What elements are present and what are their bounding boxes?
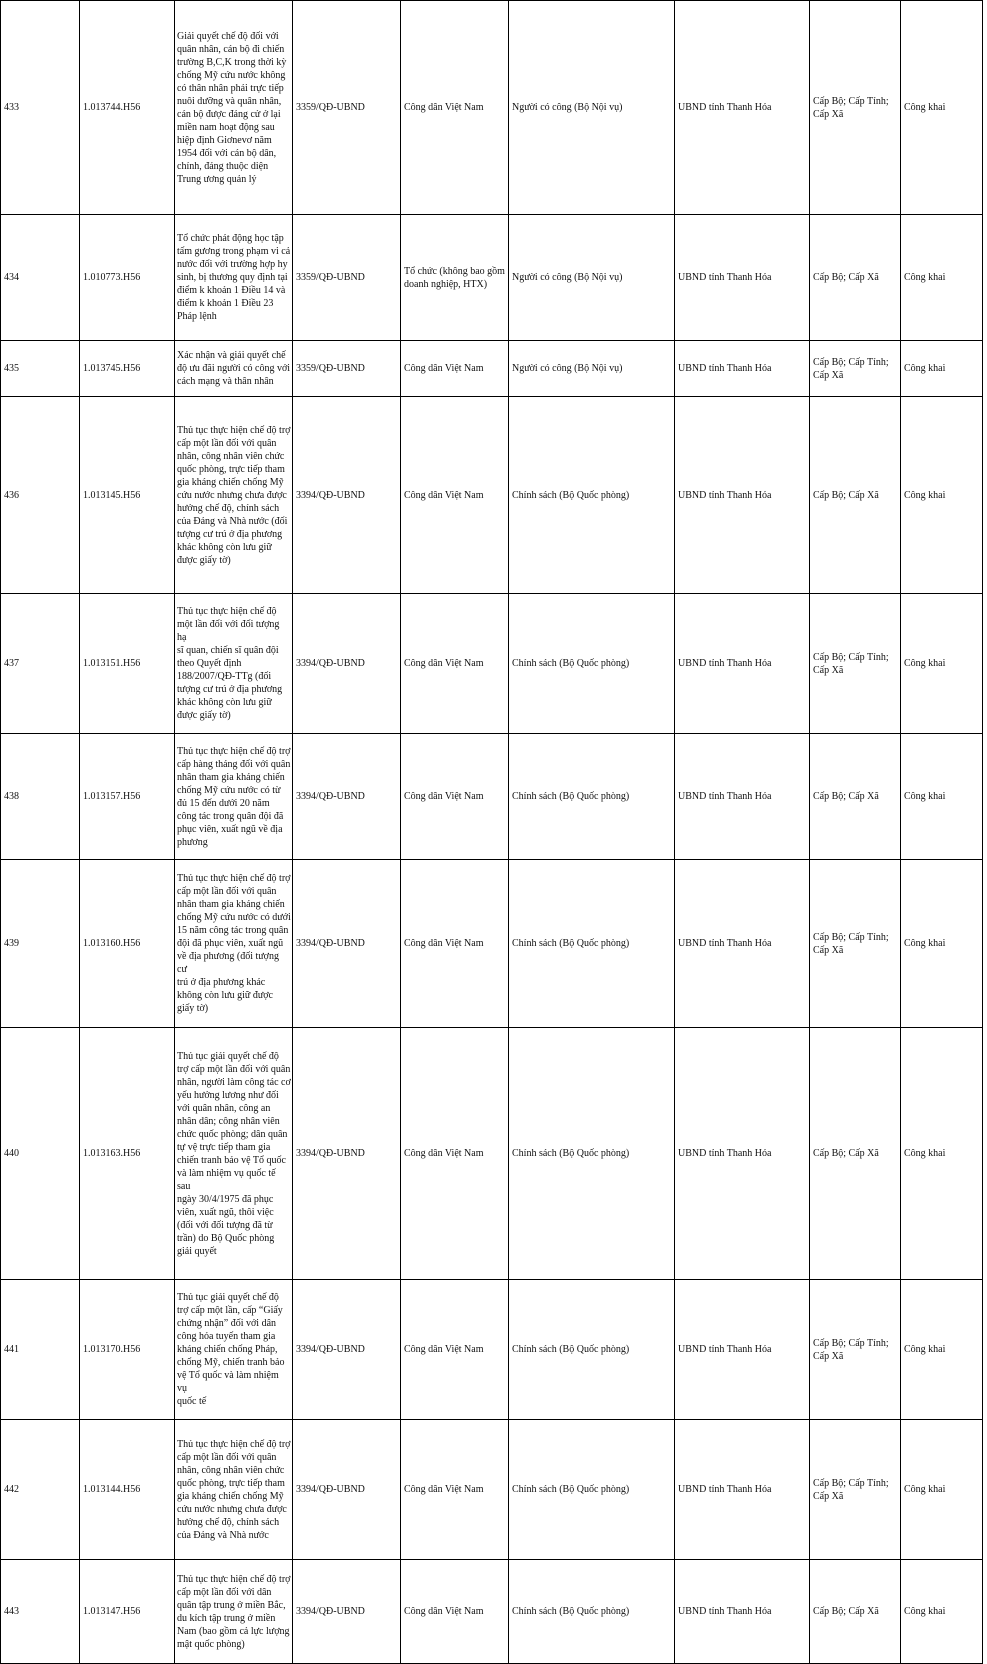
- cell-procedure-code: 1.013157.H56: [80, 734, 175, 860]
- cell-decision-number: 3394/QĐ-UBND: [293, 1280, 401, 1420]
- cell-decision-number: 3359/QĐ-UBND: [293, 1, 401, 215]
- procedure-name-text: Thủ tục thực hiện chế độ một lần đối với đối tượng hạ sĩ quan, chiến sĩ quân đội theo Quyết định 188/2007/QĐ-TTg (đối tượng cư trú ở địa phương khác không còn lưu giữ được giấy tờ): [177, 606, 283, 721]
- cell-level: Cấp Bộ; Cấp Tỉnh; Cấp Xã: [810, 860, 901, 1028]
- cell-procedure-code: 1.013145.H56: [80, 397, 175, 594]
- cell-level: Cấp Bộ; Cấp Tỉnh; Cấp Xã: [810, 1280, 901, 1420]
- cell-procedure-name: [175, 1420, 293, 1560]
- cell-status: Công khai: [901, 860, 983, 1028]
- cell-subject: Công dân Việt Nam: [401, 860, 509, 1028]
- cell-status: Công khai: [901, 215, 983, 341]
- cell-agency: UBND tỉnh Thanh Hóa: [675, 341, 810, 397]
- cell-agency: UBND tỉnh Thanh Hóa: [675, 1, 810, 215]
- cell-agency: UBND tỉnh Thanh Hóa: [675, 1420, 810, 1560]
- cell-agency: UBND tỉnh Thanh Hóa: [675, 215, 810, 341]
- cell-stt: 437: [1, 594, 80, 734]
- table-row: [1, 1420, 983, 1560]
- table-row: [1, 594, 983, 734]
- cell-stt: 433: [1, 1, 80, 215]
- cell-subject: Công dân Việt Nam: [401, 1560, 509, 1664]
- cell-stt: 440: [1, 1028, 80, 1280]
- cell-field: Người có công (Bộ Nội vụ): [509, 215, 675, 341]
- procedure-name-text: Thủ tục giải quyết chế độ trợ cấp một lần đối với quân nhân, người làm công tác cơ yếu hưởng lương như đối với quân nhân, công an nhân dân; công nhân viên chức quốc phòng; dân quân tự vệ trực tiếp tham gia chiến tranh bảo vệ Tổ quốc và làm nhiệm vụ quốc tế sau ngày 30/4/1975 đã phục viên, xuất ngũ, thôi việc (đối với đối tượng đã từ trần) do Bộ Quốc phòng giải quyết: [177, 1050, 291, 1257]
- cell-stt: 443: [1, 1560, 80, 1664]
- cell-procedure-code: 1.013160.H56: [80, 860, 175, 1028]
- cell-field: Chính sách (Bộ Quốc phòng): [509, 1280, 675, 1420]
- cell-agency: UBND tỉnh Thanh Hóa: [675, 1028, 810, 1280]
- cell-stt: 441: [1, 1280, 80, 1420]
- cell-level: Cấp Bộ; Cấp Xã: [810, 1028, 901, 1280]
- cell-status: Công khai: [901, 1280, 983, 1420]
- cell-subject: Công dân Việt Nam: [401, 1, 509, 215]
- cell-level: Cấp Bộ; Cấp Tỉnh; Cấp Xã: [810, 1420, 901, 1560]
- cell-decision-number: 3394/QĐ-UBND: [293, 397, 401, 594]
- table-row: [1, 215, 983, 341]
- cell-decision-number: 3394/QĐ-UBND: [293, 860, 401, 1028]
- cell-agency: UBND tỉnh Thanh Hóa: [675, 1560, 810, 1664]
- cell-status: Công khai: [901, 1028, 983, 1280]
- cell-procedure-code: 1.013163.H56: [80, 1028, 175, 1280]
- cell-decision-number: 3394/QĐ-UBND: [293, 594, 401, 734]
- procedure-name-text: Thủ tục thực hiện chế độ trợ cấp một lần đối với quân nhân, công nhân viên chức quốc phòng, trực tiếp tham gia kháng chiến chống Mỹ cứu nước nhưng chưa được hưởng chế độ, chính sách của Đảng và Nhà nước: [177, 1438, 291, 1541]
- cell-field: Chính sách (Bộ Quốc phòng): [509, 1028, 675, 1280]
- cell-procedure-code: 1.013151.H56: [80, 594, 175, 734]
- procedure-name-text: Thủ tục thực hiện chế độ trợ cấp một lần đối với dân quân tập trung ở miền Bắc, du kích tập trung ở miền Nam (bao gồm cả lực lượng mật quốc phòng): [177, 1573, 291, 1650]
- procedure-name-text: Giải quyết chế độ đối với quân nhân, cán bộ đi chiến trường B,C,K trong thời kỳ chống Mỹ cứu nước không có thân nhân phải trực tiếp nuôi dưỡng và quân nhân, cán bộ được đảng cử ở lại miền nam hoạt động sau hiệp định Giơnevơ năm 1954 đối với cán bộ dân, chính, đảng thuộc diện Trung ương quản lý: [177, 30, 287, 185]
- cell-subject: Công dân Việt Nam: [401, 594, 509, 734]
- cell-procedure-code: 1.013147.H56: [80, 1560, 175, 1664]
- cell-status: Công khai: [901, 341, 983, 397]
- cell-level: Cấp Bộ; Cấp Tỉnh; Cấp Xã: [810, 1, 901, 215]
- cell-decision-number: 3394/QĐ-UBND: [293, 1028, 401, 1280]
- table-row: [1, 1028, 983, 1280]
- cell-procedure-name: [175, 594, 293, 734]
- cell-field: Chính sách (Bộ Quốc phòng): [509, 1560, 675, 1664]
- cell-status: Công khai: [901, 594, 983, 734]
- table-body: [1, 1, 983, 1664]
- cell-stt: 438: [1, 734, 80, 860]
- cell-level: Cấp Bộ; Cấp Tỉnh; Cấp Xã: [810, 594, 901, 734]
- table-row: [1, 1560, 983, 1664]
- cell-procedure-name: [175, 341, 293, 397]
- cell-decision-number: 3394/QĐ-UBND: [293, 1560, 401, 1664]
- cell-level: Cấp Bộ; Cấp Xã: [810, 1560, 901, 1664]
- table-row: [1, 1, 983, 215]
- cell-procedure-code: 1.013144.H56: [80, 1420, 175, 1560]
- cell-procedure-name: [175, 734, 293, 860]
- cell-procedure-name: [175, 860, 293, 1028]
- procedure-name-text: Thủ tục thực hiện chế độ trợ cấp một lần đối với quân nhân tham gia kháng chiến chống Mỹ cứu nước có dưới 15 năm công tác trong quân đội đã phục viên, xuất ngũ về địa phương (đối tượng cư trú ở địa phương khác không còn lưu giữ được giấy tờ): [177, 873, 291, 1014]
- cell-level: Cấp Bộ; Cấp Xã: [810, 734, 901, 860]
- cell-procedure-code: 1.010773.H56: [80, 215, 175, 341]
- cell-stt: 442: [1, 1420, 80, 1560]
- cell-subject: Công dân Việt Nam: [401, 341, 509, 397]
- cell-stt: 436: [1, 397, 80, 594]
- cell-agency: UBND tỉnh Thanh Hóa: [675, 1280, 810, 1420]
- procedure-name-text: Xác nhận và giải quyết chế độ ưu đãi người có công với cách mạng và thân nhân: [177, 350, 291, 387]
- cell-level: Cấp Bộ; Cấp Xã: [810, 215, 901, 341]
- table-row: [1, 734, 983, 860]
- cell-procedure-name: [175, 1560, 293, 1664]
- cell-field: Chính sách (Bộ Quốc phòng): [509, 397, 675, 594]
- cell-agency: UBND tỉnh Thanh Hóa: [675, 594, 810, 734]
- cell-subject: Công dân Việt Nam: [401, 397, 509, 594]
- cell-agency: UBND tỉnh Thanh Hóa: [675, 734, 810, 860]
- cell-field: Người có công (Bộ Nội vụ): [509, 1, 675, 215]
- cell-subject: Tổ chức (không bao gồm doanh nghiệp, HTX): [401, 215, 509, 341]
- table-row: [1, 1280, 983, 1420]
- table-row: [1, 397, 983, 594]
- cell-status: Công khai: [901, 1560, 983, 1664]
- procedure-name-text: Thủ tục giải quyết chế độ trợ cấp một lần, cấp “Giấy chứng nhận” đối với dân công hỏa tuyến tham gia kháng chiến chống Pháp, chống Mỹ, chiến tranh bảo vệ Tổ quốc và làm nhiệm vụ quốc tế: [177, 1292, 285, 1407]
- cell-field: Chính sách (Bộ Quốc phòng): [509, 594, 675, 734]
- cell-agency: UBND tỉnh Thanh Hóa: [675, 397, 810, 594]
- cell-status: Công khai: [901, 734, 983, 860]
- cell-status: Công khai: [901, 397, 983, 594]
- cell-subject: Công dân Việt Nam: [401, 734, 509, 860]
- cell-agency: UBND tỉnh Thanh Hóa: [675, 860, 810, 1028]
- cell-procedure-code: 1.013745.H56: [80, 341, 175, 397]
- cell-stt: 434: [1, 215, 80, 341]
- cell-decision-number: 3394/QĐ-UBND: [293, 734, 401, 860]
- cell-level: Cấp Bộ; Cấp Tỉnh; Cấp Xã: [810, 341, 901, 397]
- cell-field: Chính sách (Bộ Quốc phòng): [509, 734, 675, 860]
- cell-field: Chính sách (Bộ Quốc phòng): [509, 860, 675, 1028]
- cell-decision-number: 3394/QĐ-UBND: [293, 1420, 401, 1560]
- table-row: [1, 341, 983, 397]
- table-row: [1, 860, 983, 1028]
- cell-subject: Công dân Việt Nam: [401, 1028, 509, 1280]
- cell-subject: Công dân Việt Nam: [401, 1420, 509, 1560]
- cell-procedure-name: [175, 1280, 293, 1420]
- cell-procedure-name: [175, 1, 293, 215]
- cell-status: Công khai: [901, 1420, 983, 1560]
- cell-stt: 435: [1, 341, 80, 397]
- cell-stt: 439: [1, 860, 80, 1028]
- cell-procedure-name: [175, 1028, 293, 1280]
- cell-status: Công khai: [901, 1, 983, 215]
- cell-field: Người có công (Bộ Nội vụ): [509, 341, 675, 397]
- cell-decision-number: 3359/QĐ-UBND: [293, 215, 401, 341]
- cell-level: Cấp Bộ; Cấp Xã: [810, 397, 901, 594]
- procedure-name-text: Thủ tục thực hiện chế độ trợ cấp một lần đối với quân nhân, công nhân viên chức quốc phòng, trực tiếp tham gia kháng chiến chống Mỹ cứu nước nhưng chưa được hưởng chế độ, chính sách của Đảng và Nhà nước (đối tượng cư trú ở địa phương khác không còn lưu giữ được giấy tờ): [177, 424, 291, 566]
- procedure-name-text: Tổ chức phát động học tập tấm gương trong phạm vi cả nước đối với trường hợp hy sinh, bị thương quy định tại điểm k khoản 1 Điều 14 và điểm k khoản 1 Điều 23 Pháp lệnh: [177, 233, 291, 322]
- cell-decision-number: 3359/QĐ-UBND: [293, 341, 401, 397]
- cell-procedure-code: 1.013744.H56: [80, 1, 175, 215]
- cell-field: Chính sách (Bộ Quốc phòng): [509, 1420, 675, 1560]
- procedure-name-text: Thủ tục thực hiện chế độ trợ cấp hàng tháng đối với quân nhân tham gia kháng chiến chống Mỹ cứu nước có từ đủ 15 đến dưới 20 năm công tác trong quân đội đã phục viên, xuất ngũ về địa phương: [177, 745, 291, 848]
- cell-procedure-name: [175, 215, 293, 341]
- cell-procedure-code: 1.013170.H56: [80, 1280, 175, 1420]
- cell-subject: Công dân Việt Nam: [401, 1280, 509, 1420]
- cell-procedure-name: [175, 397, 293, 594]
